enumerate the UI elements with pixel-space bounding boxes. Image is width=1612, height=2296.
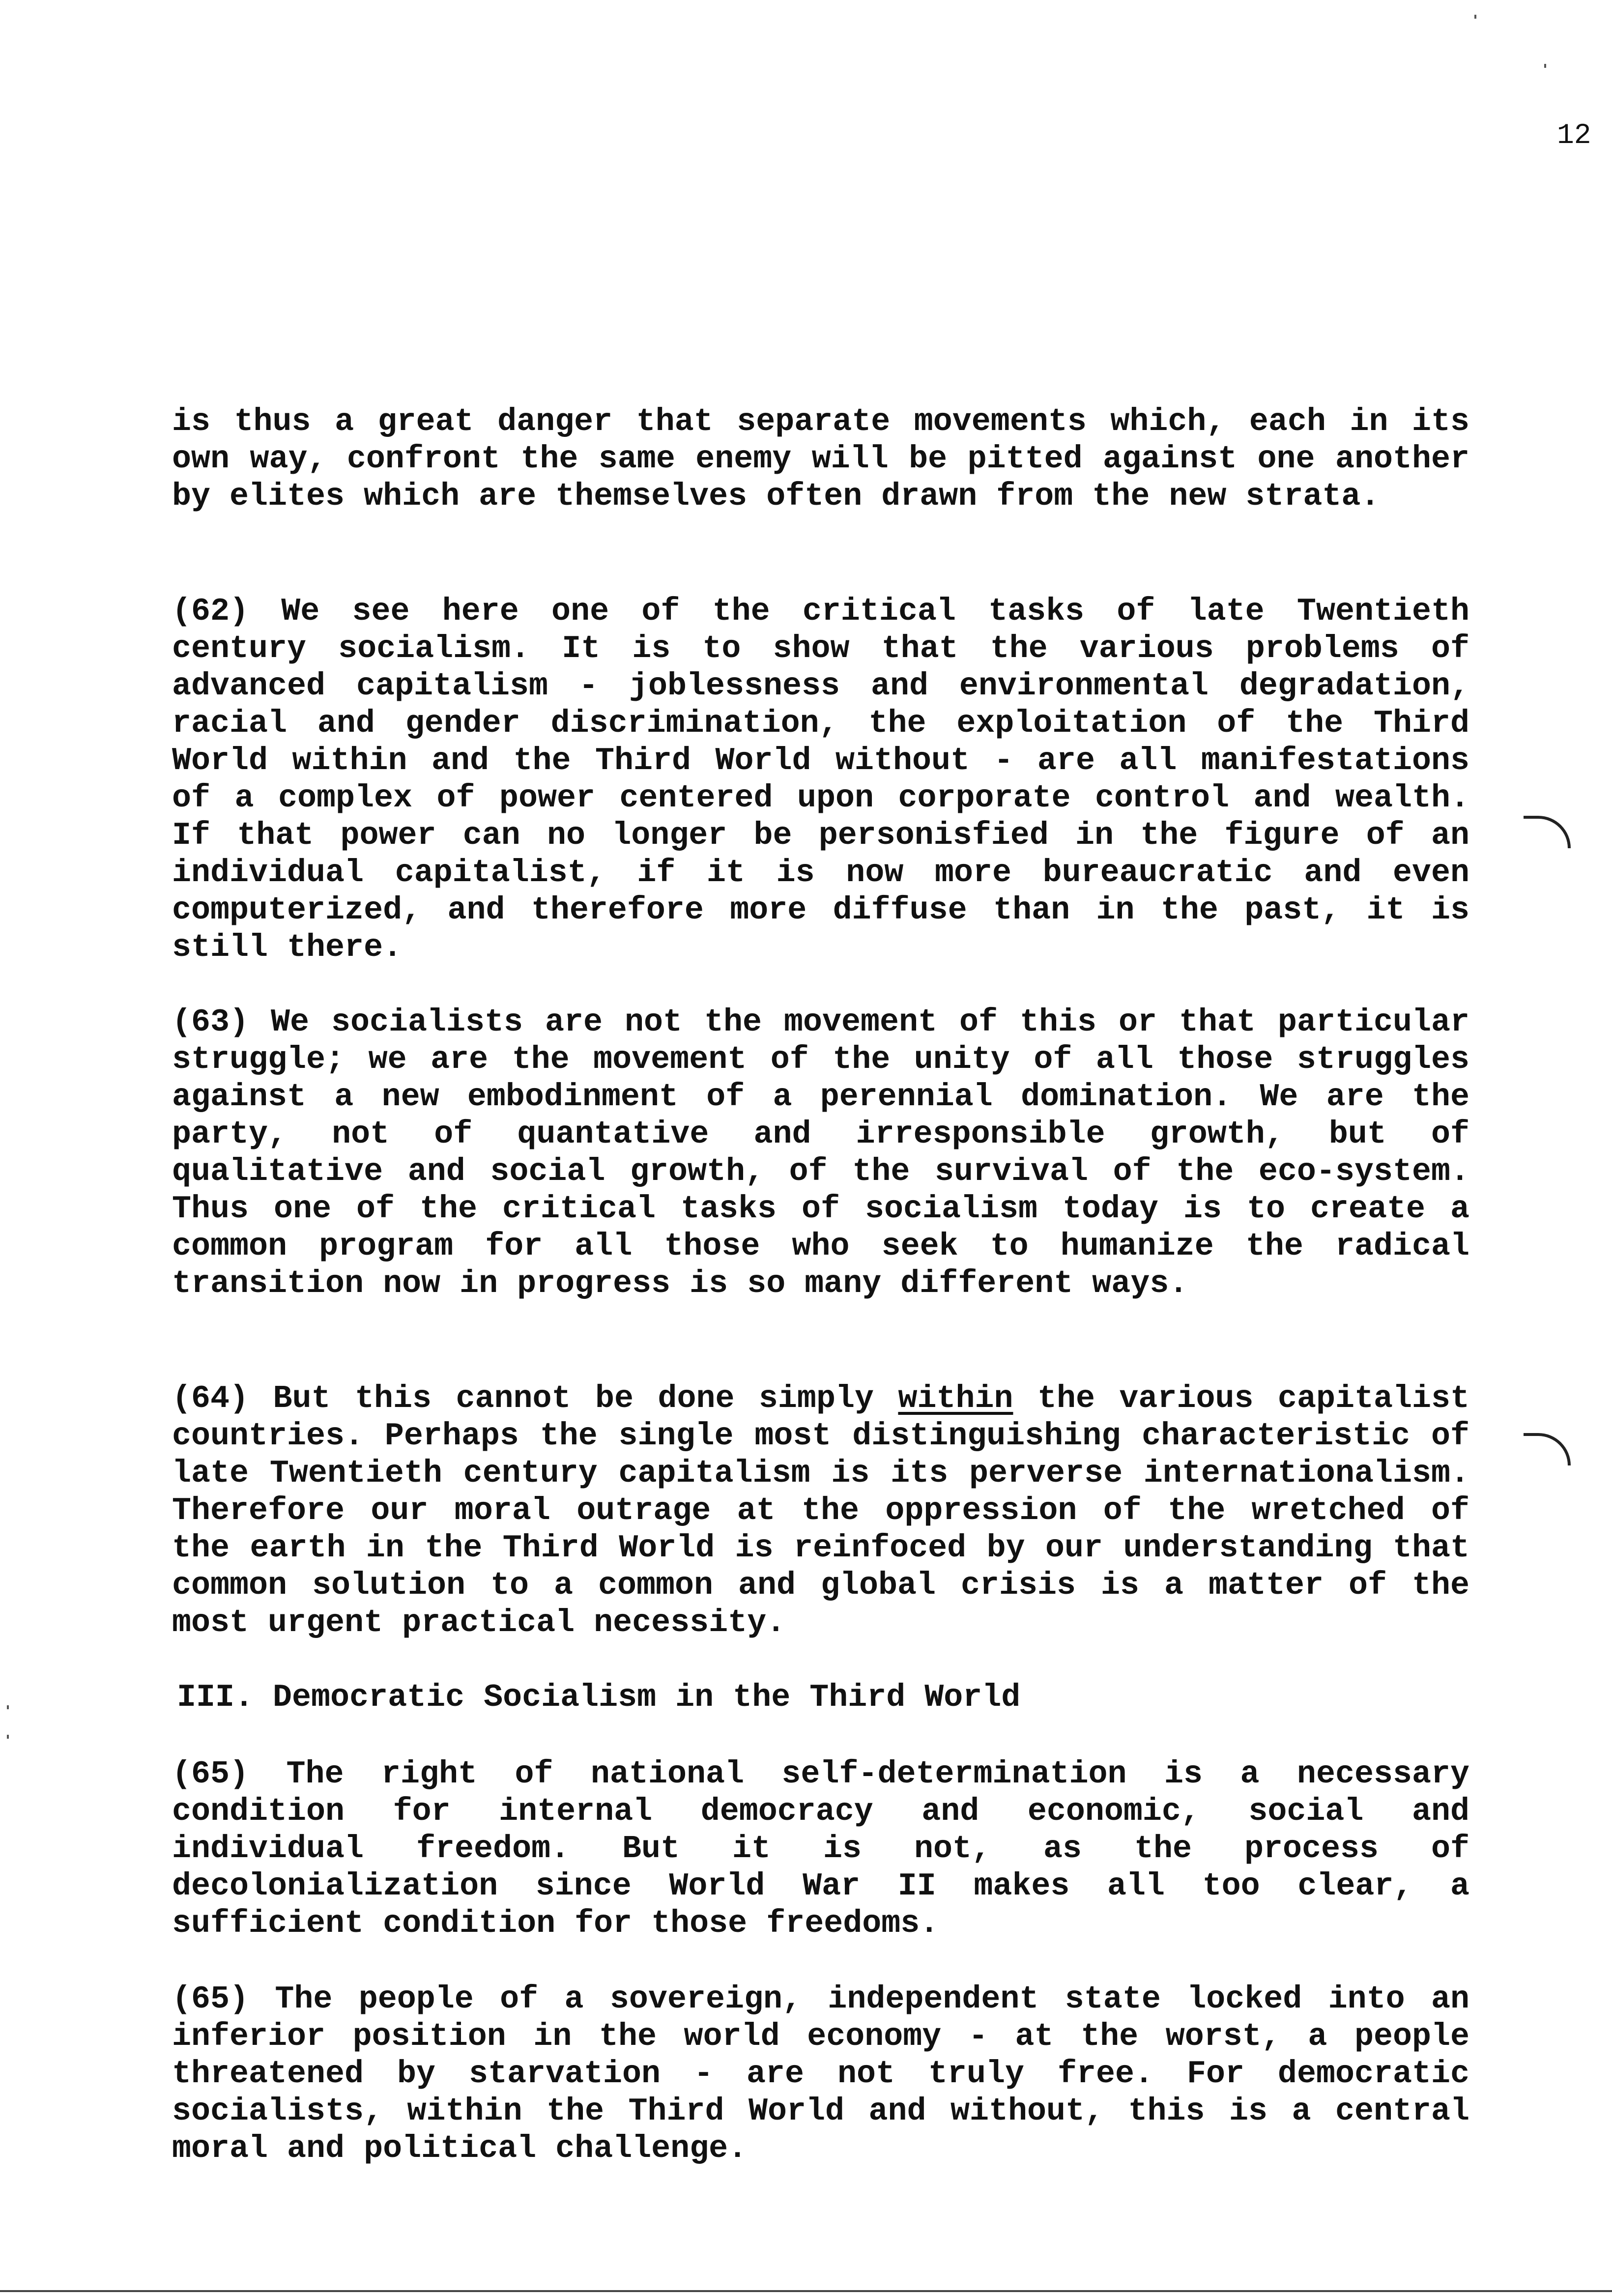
paragraph-65a-text: (65) The right of national self-determination is a necessary condition for internal democracy and economic, social and individual freedom. But it is not, as the process of decolonialization since World War II makes all too clear, a sufficient condition for those freedoms. [172, 1756, 1469, 1942]
paragraph-65a [172, 1755, 1469, 1942]
scan-speck [1544, 64, 1546, 68]
paragraph-intro-text: is thus a great danger that separate movements which, each in its own way, confront the same enemy will be pitted against one another by elites which are themselves often drawn from the new strata. [172, 403, 1469, 515]
scan-speck [1474, 15, 1476, 19]
paragraph-62-text: (62) We see here one of the critical tasks of late Twentieth century socialism. It is to show that the various problems of advanced capitalism - joblessness and environmental degradation, racial and gender discrimination, the exploitation of the Third World within and the Third World without - are all manifestations of a complex of power centered upon corporate control and wealth. If that power can no longer be personisfied in the figure of an individual capitalist, if it is now more bureaucratic and even computerized, and therefore more diffuse than in the past, it is still there. [172, 593, 1469, 966]
margin-mark-icon [1524, 1433, 1571, 1465]
section-heading-iii: III. Democratic Socialism in the Third World [177, 1679, 1021, 1716]
paragraph-65b [172, 1980, 1469, 2167]
paragraph-63-text: (63) We socialists are not the movement of this or that particular struggle; we are the movement of the unity of all those struggles against a new embodinment of a perennial domination. We are the party, not of quantative and irresponsible growth, but of qualitative and social growth, of the survival of the eco-system. Thus one of the critical tasks of socialism today is to create a common program for all those who seek to humanize the radical transition now in progress is so many different ways. [172, 1004, 1469, 1302]
paragraph-intro [172, 403, 1469, 515]
margin-mark-icon [1524, 816, 1571, 848]
paragraph-65b-text: (65) The people of a sovereign, independent state locked into an inferior position in the world economy - at the worst, a people threatened by starvation - are not truly free. For democratic socialists, within the Third World and without, this is a central moral and political challenge. [172, 1981, 1469, 2167]
paragraph-64-lead: (64) But this cannot be done simply [172, 1380, 898, 1417]
paragraph-62 [172, 593, 1469, 966]
paragraph-63 [172, 1004, 1469, 1302]
paragraph-64-rest: the various capitalist countries. Perhaps the single most distinguishing characteristic of late Twentieth century capitalism is its perverse internationalism. Therefore our moral outrage at the oppression of the wretched of the earth in the Third World is reinfoced by our understanding that common solution to a common and global crisis is a matter of the most urgent practical necessity. [172, 1380, 1469, 1641]
page-number: 12 [1557, 120, 1591, 152]
paragraph-64 [172, 1380, 1469, 1641]
scan-speck [7, 1735, 9, 1739]
scan-speck [7, 1705, 9, 1709]
underlined-word-within: within [898, 1380, 1013, 1417]
footer-rule [0, 2290, 1612, 2292]
paragraph-64-text [172, 1380, 1469, 1641]
